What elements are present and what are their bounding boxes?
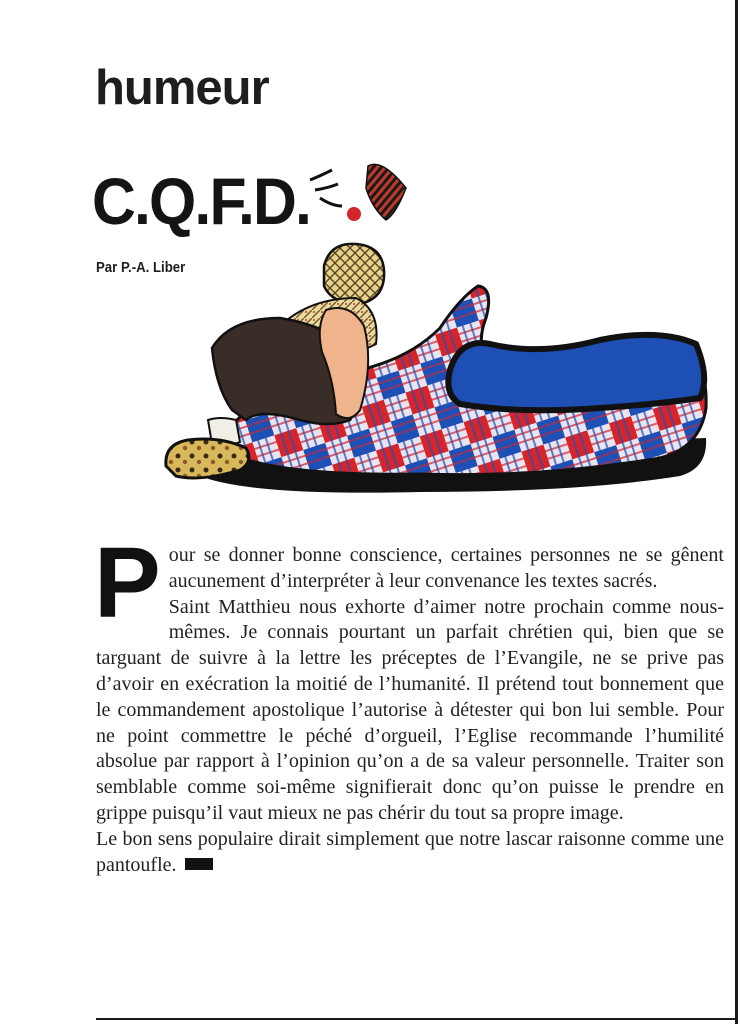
paragraph-3 [96, 827, 724, 879]
face-doodle [310, 164, 406, 221]
slipper-illustration [160, 158, 720, 508]
paragraph-3-text: Le bon sens populaire dirait simplement que notre lascar raisonne comme une pantoufle. [96, 827, 724, 876]
page-edge-rule [735, 0, 738, 1024]
paragraph-2: Saint Matthieu nous exhorte d’aimer notre prochain comme nous-mêmes. Je connais pourtant un parfait chrétien qui, bien que se targuant de suivre à la lettre les préceptes de l’Evangile, ne se prive pas d’avoir en exécration la moitié de l’humanité. Il prétend tout bonnement que le commandement apostolique l’autorise à détester qui bon lui semble. Pour ne point commettre le péché d’orgueil, l’Eglise recommande l’humilité absolue par rapport à l’opinion qu’on a de sa valeur personnelle. Traiter son semblable comme soi-même signifierait donc qu’on puisse le prendre en grippe puisqu’il vaut mieux ne pas chérir du tout sa propre image. [96, 595, 724, 824]
end-of-article-mark [185, 858, 213, 870]
bottom-rule [96, 1018, 736, 1020]
section-heading: humeur [95, 61, 269, 115]
byline: Par P.-A. Liber [96, 259, 186, 276]
drop-cap: P [94, 527, 161, 639]
article-title: C.Q.F.D. [92, 164, 311, 238]
article-body [94, 527, 724, 878]
paragraph-1: our se donner bonne conscience, certaines personnes ne se gênent aucunement d’interpréter à leur convenance les textes sacrés. [168, 544, 724, 592]
